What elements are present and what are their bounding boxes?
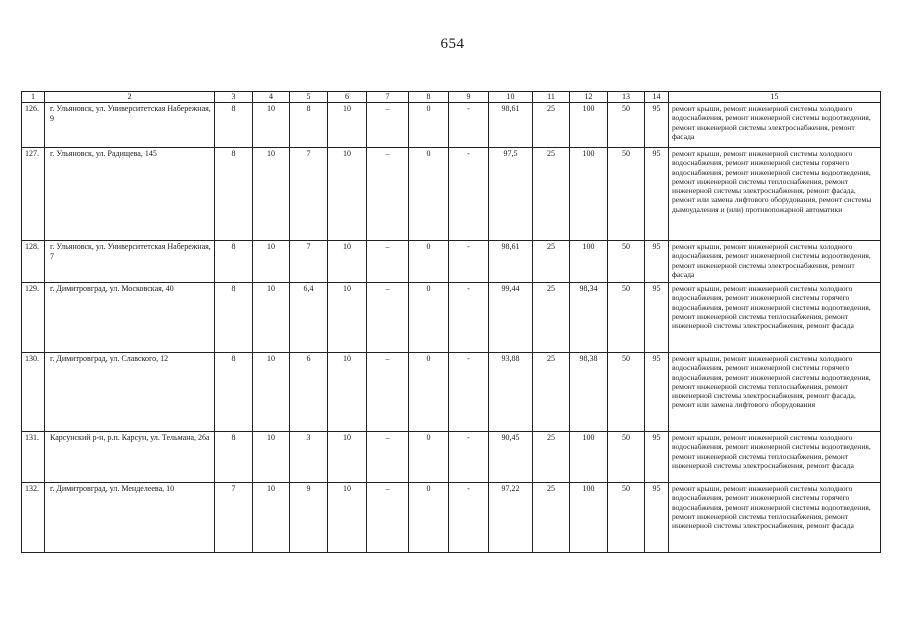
row-number: 129.	[22, 283, 45, 353]
works-cell: ремонт крыши, ремонт инженерной системы холодного водоснабжения, ремонт инженерной системы горячего водоснабжения, ремонт инженерной системы водоотведения, ремонт инженерной системы теплоснабжения, ремонт инженерной системы электроснабжения, ремонт фасада	[669, 283, 881, 353]
col-header: 6	[328, 92, 367, 103]
value-cell: 95	[645, 283, 669, 353]
value-cell: –	[367, 103, 409, 148]
value-cell: 0	[409, 283, 449, 353]
value-cell: 0	[409, 432, 449, 483]
col-header: 11	[533, 92, 570, 103]
value-cell: 7	[290, 148, 328, 241]
value-cell: 95	[645, 103, 669, 148]
value-cell: 8	[215, 103, 253, 148]
row-number: 131.	[22, 432, 45, 483]
table-row	[22, 432, 881, 483]
address-cell: Карсунский р-н, р.п. Карсун, ул. Тельмана, 26а	[45, 432, 215, 483]
value-cell: 0	[409, 483, 449, 553]
value-cell: 10	[328, 148, 367, 241]
value-cell: –	[367, 148, 409, 241]
value-cell: 0	[409, 103, 449, 148]
value-cell: 50	[608, 241, 645, 283]
col-header: 8	[409, 92, 449, 103]
value-cell: 8	[215, 241, 253, 283]
value-cell: 8	[290, 103, 328, 148]
value-cell: 50	[608, 432, 645, 483]
value-cell: 100	[570, 103, 608, 148]
value-cell: 50	[608, 353, 645, 432]
value-cell: 95	[645, 148, 669, 241]
value-cell: 95	[645, 241, 669, 283]
value-cell: 10	[328, 283, 367, 353]
value-cell: –	[367, 241, 409, 283]
value-cell: -	[449, 283, 489, 353]
works-cell: ремонт крыши, ремонт инженерной системы холодного водоснабжения, ремонт инженерной системы водоотведения, ремонт инженерной системы теплоснабжения, ремонт инженерной системы электроснабжения, ремонт фасада	[669, 432, 881, 483]
value-cell: 7	[290, 241, 328, 283]
value-cell: 98,61	[489, 241, 533, 283]
value-cell: 10	[253, 148, 290, 241]
value-cell: 98,38	[570, 353, 608, 432]
value-cell: -	[449, 148, 489, 241]
value-cell: 25	[533, 483, 570, 553]
value-cell: –	[367, 283, 409, 353]
value-cell: 100	[570, 241, 608, 283]
value-cell: 10	[253, 283, 290, 353]
page-number: 654	[440, 36, 465, 52]
value-cell: 100	[570, 432, 608, 483]
value-cell: 6	[290, 353, 328, 432]
col-header: 4	[253, 92, 290, 103]
value-cell: –	[367, 483, 409, 553]
value-cell: 50	[608, 283, 645, 353]
value-cell: 0	[409, 353, 449, 432]
table-row	[22, 283, 881, 353]
col-header: 13	[608, 92, 645, 103]
col-header: 15	[669, 92, 881, 103]
value-cell: -	[449, 353, 489, 432]
value-cell: 6,4	[290, 283, 328, 353]
value-cell: 98,34	[570, 283, 608, 353]
value-cell: 8	[215, 148, 253, 241]
value-cell: 8	[215, 283, 253, 353]
row-number: 127.	[22, 148, 45, 241]
value-cell: -	[449, 103, 489, 148]
value-cell: 50	[608, 103, 645, 148]
address-cell: г. Димитровград, ул. Славского, 12	[45, 353, 215, 432]
table-row	[22, 353, 881, 432]
value-cell: 10	[328, 353, 367, 432]
works-cell: ремонт крыши, ремонт инженерной системы холодного водоснабжения, ремонт инженерной системы горячего водоснабжения, ремонт инженерной системы водоотведения, ремонт инженерной системы теплоснабжения, ремонт инженерной системы электроснабжения, ремонт фасада	[669, 483, 881, 553]
row-number: 130.	[22, 353, 45, 432]
table-row	[22, 148, 881, 241]
address-cell: г. Димитровград, ул. Менделеева, 10	[45, 483, 215, 553]
value-cell: 50	[608, 483, 645, 553]
value-cell: 90,45	[489, 432, 533, 483]
value-cell: 100	[570, 483, 608, 553]
col-header: 9	[449, 92, 489, 103]
col-header: 7	[367, 92, 409, 103]
col-header: 3	[215, 92, 253, 103]
address-cell: г. Ульяновск, ул. Университетская Набережная, 9	[45, 103, 215, 148]
table-row	[22, 103, 881, 148]
col-header: 14	[645, 92, 669, 103]
value-cell: 10	[253, 432, 290, 483]
value-cell: 10	[253, 103, 290, 148]
works-cell: ремонт крыши, ремонт инженерной системы холодного водоснабжения, ремонт инженерной системы водоотведения, ремонт инженерной системы электроснабжения, ремонт фасада	[669, 103, 881, 148]
row-number: 132.	[22, 483, 45, 553]
header-row	[22, 92, 881, 103]
value-cell: 10	[328, 432, 367, 483]
value-cell: 25	[533, 432, 570, 483]
value-cell: –	[367, 432, 409, 483]
value-cell: 25	[533, 103, 570, 148]
value-cell: 0	[409, 148, 449, 241]
value-cell: 10	[253, 353, 290, 432]
value-cell: 8	[215, 432, 253, 483]
value-cell: –	[367, 353, 409, 432]
col-header: 1	[22, 92, 45, 103]
col-header: 12	[570, 92, 608, 103]
works-cell: ремонт крыши, ремонт инженерной системы холодного водоснабжения, ремонт инженерной системы водоотведения, ремонт инженерной системы электроснабжения, ремонт фасада	[669, 241, 881, 283]
value-cell: 95	[645, 432, 669, 483]
value-cell: 95	[645, 353, 669, 432]
value-cell: 10	[328, 241, 367, 283]
row-number: 128.	[22, 241, 45, 283]
value-cell: 10	[328, 483, 367, 553]
value-cell: -	[449, 432, 489, 483]
col-header: 2	[45, 92, 215, 103]
value-cell: 93,88	[489, 353, 533, 432]
value-cell: 0	[409, 241, 449, 283]
value-cell: -	[449, 483, 489, 553]
works-cell: ремонт крыши, ремонт инженерной системы холодного водоснабжения, ремонт инженерной системы горячего водоснабжения, ремонт инженерной системы водоотведения, ремонт инженерной системы теплоснабжения, ремонт инженерной системы электроснабжения, ремонт фасада, ремонт или замена лифтового оборудования, ремонт системы дымоудаления и (или) противопожарной автоматики	[669, 148, 881, 241]
works-cell: ремонт крыши, ремонт инженерной системы холодного водоснабжения, ремонт инженерной системы горячего водоснабжения, ремонт инженерной системы водоотведения, ремонт инженерной системы теплоснабжения, ремонт инженерной системы электроснабжения, ремонт фасада, ремонт или замена лифтового оборудования	[669, 353, 881, 432]
value-cell: 50	[608, 148, 645, 241]
value-cell: 10	[253, 483, 290, 553]
address-cell: г. Ульяновск, ул. Радищева, 145	[45, 148, 215, 241]
address-cell: г. Ульяновск, ул. Университетская Набережная, 7	[45, 241, 215, 283]
value-cell: 97,5	[489, 148, 533, 241]
address-cell: г. Димитровград, ул. Московская, 40	[45, 283, 215, 353]
value-cell: 98,61	[489, 103, 533, 148]
value-cell: -	[449, 241, 489, 283]
value-cell: 100	[570, 148, 608, 241]
data-table	[21, 91, 881, 553]
table-row	[22, 483, 881, 553]
table-row	[22, 241, 881, 283]
value-cell: 99,44	[489, 283, 533, 353]
value-cell: 25	[533, 353, 570, 432]
col-header: 5	[290, 92, 328, 103]
value-cell: 25	[533, 148, 570, 241]
row-number: 126.	[22, 103, 45, 148]
value-cell: 7	[215, 483, 253, 553]
value-cell: 10	[328, 103, 367, 148]
value-cell: 3	[290, 432, 328, 483]
col-header: 10	[489, 92, 533, 103]
value-cell: 95	[645, 483, 669, 553]
value-cell: 9	[290, 483, 328, 553]
value-cell: 25	[533, 283, 570, 353]
value-cell: 97,22	[489, 483, 533, 553]
value-cell: 8	[215, 353, 253, 432]
value-cell: 25	[533, 241, 570, 283]
value-cell: 10	[253, 241, 290, 283]
